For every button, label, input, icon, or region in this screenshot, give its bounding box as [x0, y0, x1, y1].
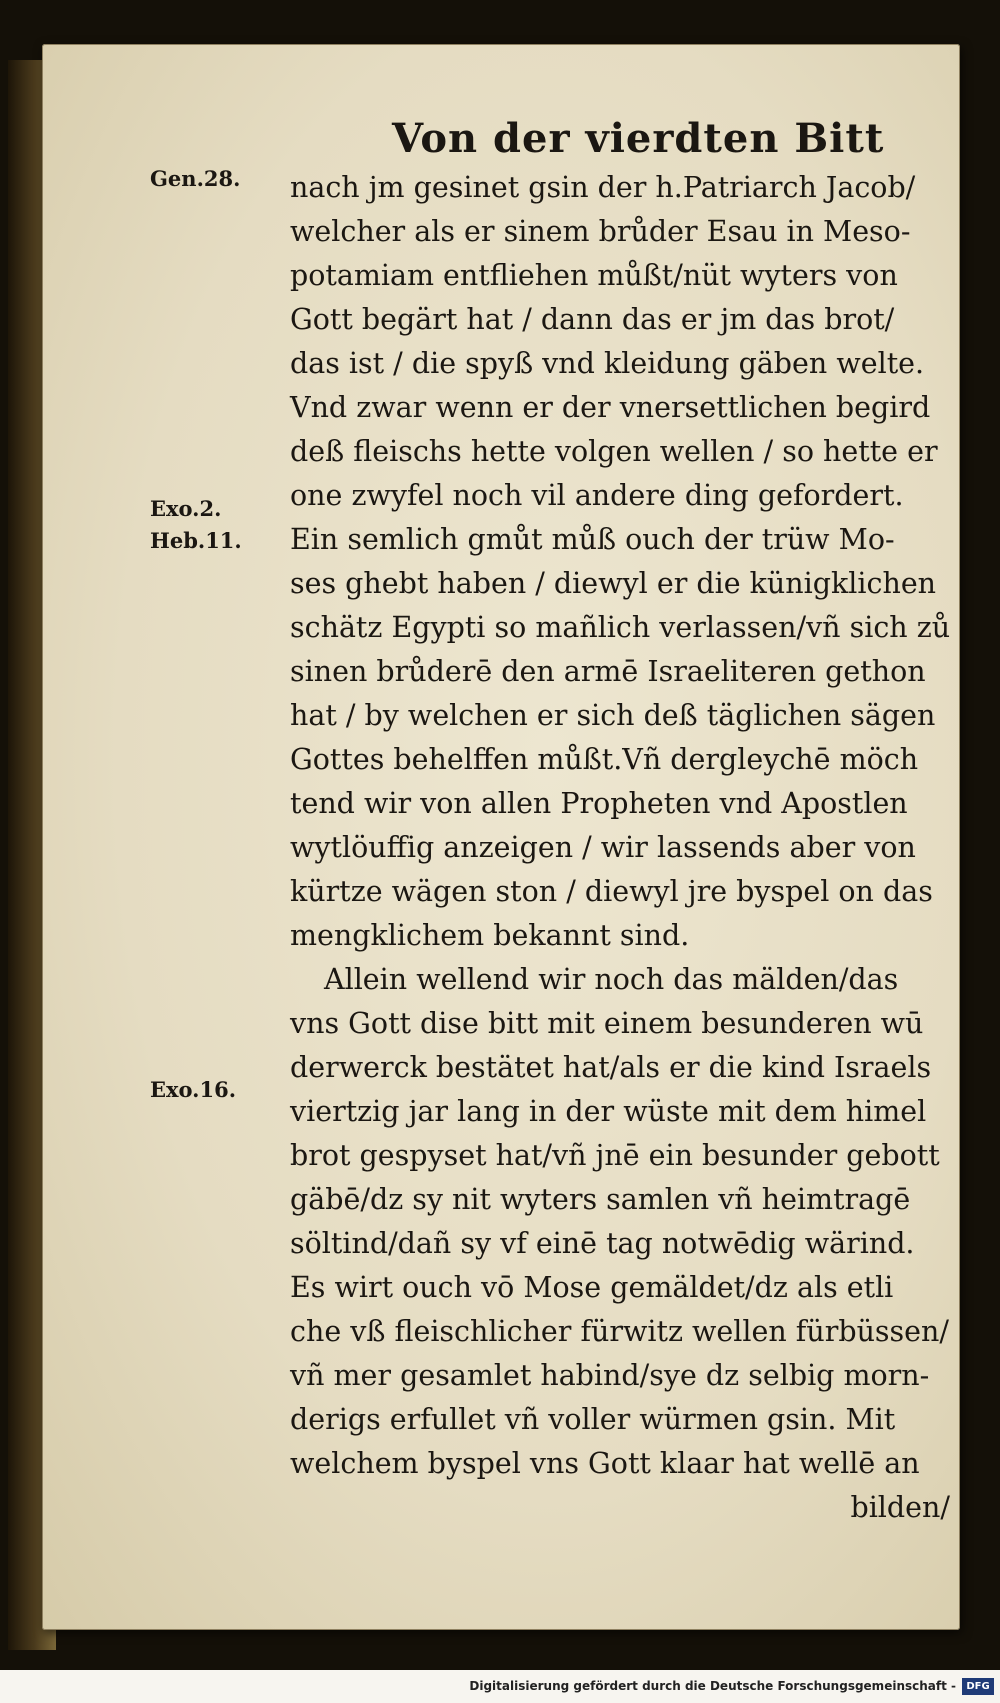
text-line: gäbē/dz sy nit wyters samlen vñ heimtragē	[290, 1183, 911, 1216]
text-line: vns Gott dise bitt mit einem besunderen wū	[290, 1007, 924, 1040]
text-line: che vß fleischlicher fürwitz wellen fürbüssen/	[290, 1315, 950, 1348]
text-line: hat / by welchen er sich deß täglichen sägen	[290, 699, 936, 732]
text-line: derigs erfullet vñ voller würmen gsin. Mit	[290, 1403, 896, 1436]
text-line: Allein wellend wir noch das mälden/das	[324, 963, 899, 996]
body-text	[290, 166, 950, 1530]
text-line: tend wir von allen Propheten vnd Apostlen	[290, 787, 908, 820]
text-line: nach jm gesinet gsin der h.Patriarch Jacob/	[290, 171, 916, 204]
text-line: derwerck bestätet hat/als er die kind Israels	[290, 1051, 932, 1084]
marginal-note: Heb.11.	[150, 528, 242, 553]
text-line: söltind/dañ sy vf einē tag notwēdig wärind.	[290, 1227, 915, 1260]
text-line: deß fleischs hette volgen wellen / so hette er	[290, 435, 938, 468]
text-line: one zwyfel noch vil andere ding gefordert.	[290, 479, 904, 512]
text-line: Vnd zwar wenn er der vnersettlichen begird	[290, 391, 931, 424]
dfg-logo-icon: DFG	[962, 1678, 994, 1695]
running-head: Von der vierdten Bitt	[392, 115, 885, 162]
text-line: bilden/	[850, 1491, 950, 1524]
text-line: vñ mer gesamlet habind/sye dz selbig morn-	[290, 1359, 930, 1392]
footer-bar	[0, 1670, 1000, 1703]
text-line: Ein semlich gmůt můß ouch der trüw Mo-	[290, 523, 895, 556]
text-line: schätz Egypti so mañlich verlassen/vñ sich zů	[290, 611, 951, 644]
funding-credit: Digitalisierung gefördert durch die Deutsche Forschungsgemeinschaft -	[469, 1679, 956, 1693]
text-line: Gott begärt hat / dann das er jm das brot/	[290, 303, 895, 336]
text-line: Gottes behelffen můßt.Vñ dergleychē möch	[290, 743, 919, 776]
text-line: sinen brůderē den armē Israeliteren gethon	[290, 655, 926, 688]
text-line: viertzig jar lang in der wüste mit dem himel	[290, 1095, 927, 1128]
text-line: mengklichem bekannt sind.	[290, 919, 690, 952]
text-line: welchem byspel vns Gott klaar hat wellē an	[290, 1447, 920, 1480]
text-line: kürtze wägen ston / diewyl jre byspel on das	[290, 875, 933, 908]
marginal-note: Exo.2.	[150, 496, 222, 521]
text-line: brot gespyset hat/vñ jnē ein besunder gebott	[290, 1139, 940, 1172]
marginal-note: Exo.16.	[150, 1077, 237, 1102]
text-line: ses ghebt haben / diewyl er die künigklichen	[290, 567, 937, 600]
text-line: wytlöuffig anzeigen / wir lassends aber von	[290, 831, 916, 864]
marginal-note: Gen.28.	[150, 166, 241, 191]
text-line: welcher als er sinem brůder Esau in Meso-	[290, 215, 911, 248]
text-line: das ist / die spyß vnd kleidung gäben welte.	[290, 347, 925, 380]
text-line: Es wirt ouch vō Mose gemäldet/dz als etli	[290, 1271, 894, 1304]
text-line: potamiam entfliehen můßt/nüt wyters von	[290, 259, 898, 292]
